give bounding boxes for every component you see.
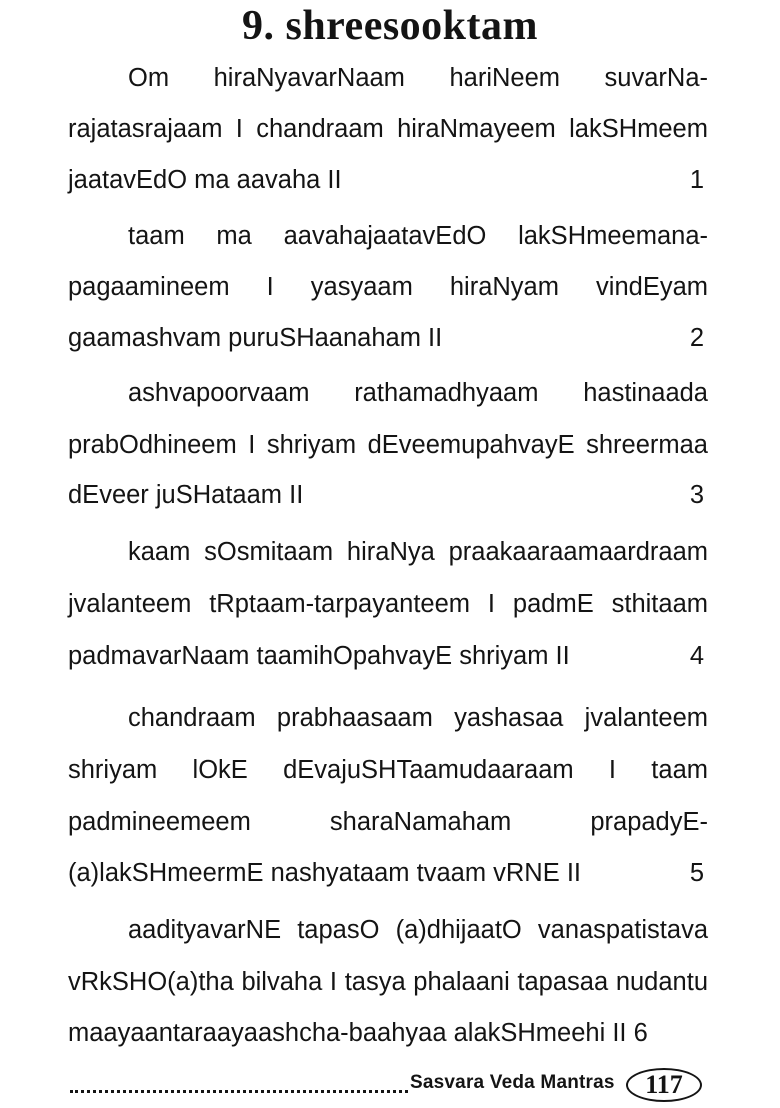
verse-3-line-3: dEveer juSHataam II	[68, 481, 304, 509]
verse-5-line-3: padmineemeem sharaNamaham prapadyE-	[68, 808, 708, 836]
verse-5-line-2: shriyam lOkE dEvajuSHTaamudaaraam I taam	[68, 756, 708, 784]
verse-3-line-1: ashvapoorvaam rathamadhyaam hastinaada	[128, 379, 708, 407]
verse-4-number: 4	[689, 642, 704, 670]
verse-4-line-3: padmavarNaam taamihOpahvayE shriyam II	[68, 642, 570, 670]
verse-3-line-2: prabOdhineem I shriyam dEveemupahvayE shreermaa	[68, 431, 708, 459]
verse-2-line-1: taam ma aavahajaatavEdO lakSHmeemana-	[128, 222, 708, 250]
verse-2-number: 2	[689, 324, 704, 352]
verse-6-line-3: maayaantaraayaashcha-baahyaa alakSHmeehi II 6	[68, 1019, 648, 1047]
page-number: 117	[626, 1068, 702, 1102]
footer-book-title: Sasvara Veda Mantras	[410, 1072, 615, 1093]
verse-2-line-2: pagaamineem I yasyaam hiraNyam vindEyam	[68, 273, 708, 301]
verse-5-number: 5	[689, 859, 704, 887]
verse-5-line-4: (a)lakSHmeermE nashyataam tvaam vRNE II	[68, 859, 581, 887]
verse-2-line-3: gaamashvam puruSHaanaham II	[68, 324, 443, 352]
page-footer	[70, 1068, 710, 1104]
verse-6-line-2: vRkSHO(a)tha bilvaha I tasya phalaani tapasaa nudantu	[68, 968, 708, 996]
footer-dotted-rule	[70, 1090, 408, 1093]
verse-1-number: 1	[689, 166, 704, 194]
verse-4-line-2: jvalanteem tRptaam-tarpayanteem I padmE sthitaam	[68, 590, 708, 618]
verse-6-line-1: aadityavarNE tapasO (a)dhijaatO vanaspatistava	[128, 916, 708, 944]
verse-3-number: 3	[689, 481, 704, 509]
page-title: 9. shreesooktam	[241, 3, 539, 49]
verse-1-line-1: Om hiraNyavarNaam hariNeem suvarNa-	[128, 64, 708, 92]
verse-1-line-2: rajatasrajaam I chandraam hiraNmayeem lakSHmeem	[68, 115, 708, 143]
verse-4-line-1: kaam sOsmitaam hiraNya praakaaraamaardraam	[128, 538, 708, 566]
verse-1-line-3: jaatavEdO ma aavaha II	[68, 166, 342, 194]
verse-5-line-1: chandraam prabhaasaam yashasaa jvalanteem	[128, 704, 708, 732]
